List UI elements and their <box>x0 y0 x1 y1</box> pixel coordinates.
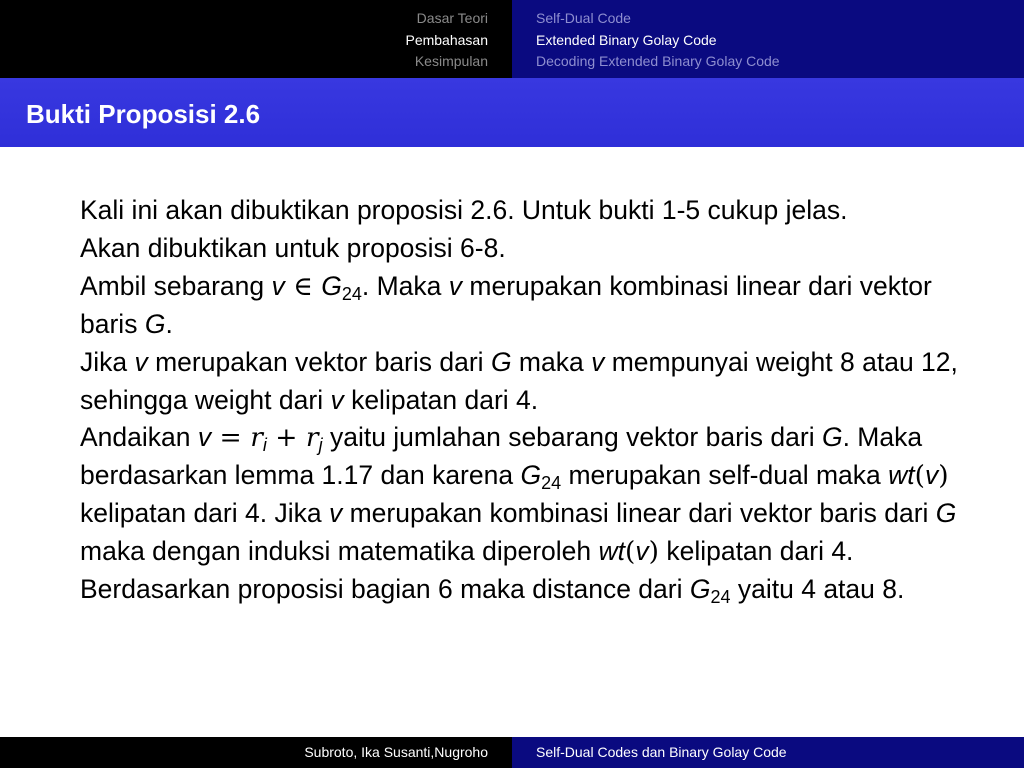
nav-subsection-extended-binary-golay-code[interactable]: Extended Binary Golay Code <box>536 31 717 48</box>
nav-section-dasar-teori[interactable]: Dasar Teori <box>416 10 488 26</box>
footer-bar <box>0 737 1024 768</box>
footer-authors-panel <box>0 737 512 768</box>
slide-title: Bukti Proposisi 2.6 <box>26 99 261 129</box>
section-nav <box>405 8 488 73</box>
paragraph-sum-case: Andaikan $v = r_i + r_j$ yaitu jumlahan sebarang vektor baris dari G. Maka berdasarkan lemma 1.17 dan karena $G_{24}$ merupakan self-dual maka wt(v) kelipatan dari 4. Jika v merupakan kombinasi linear dari vektor baris dari G maka dengan induksi matematika diperoleh wt(v) kelipatan dari 4. Berdasarkan proposisi bagian 6 maka distance dari $G_{24}$ yaitu 4 atau 8. <box>80 422 957 608</box>
paragraph-goal: Akan dibuktikan untuk proposisi 6-8. <box>80 232 506 263</box>
paragraph-take-v: Ambil sebarang v ∈ $G_{24}$. Maka v merupakan kombinasi linear dari vektor baris G. <box>80 270 932 339</box>
subsection-nav-panel <box>512 0 1024 78</box>
slide-body <box>80 192 960 609</box>
nav-section-kesimpulan[interactable]: Kesimpulan <box>414 53 488 69</box>
nav-subsection-decoding[interactable]: Decoding Extended Binary Golay Code <box>536 53 780 69</box>
navigation-bar <box>0 0 1024 78</box>
paragraph-row-vector-case: Jika v merupakan vektor baris dari G maka v mempunyai weight 8 atau 12, sehingga weight dari v kelipatan dari 4. <box>80 346 958 415</box>
section-nav-panel <box>0 0 512 78</box>
subsection-nav <box>536 8 780 73</box>
slide-title-bar <box>0 78 1024 147</box>
footer-talk-title: Self-Dual Codes dan Binary Golay Code <box>536 744 787 760</box>
paragraph-intro: Kali ini akan dibuktikan proposisi 2.6. Untuk bukti 1-5 cukup jelas. <box>80 195 848 225</box>
nav-subsection-self-dual-code[interactable]: Self-Dual Code <box>536 10 631 26</box>
footer-title-panel <box>512 737 1024 768</box>
footer-authors: Subroto, Ika Susanti,Nugroho <box>304 744 488 760</box>
nav-section-pembahasan[interactable]: Pembahasan <box>405 31 488 48</box>
